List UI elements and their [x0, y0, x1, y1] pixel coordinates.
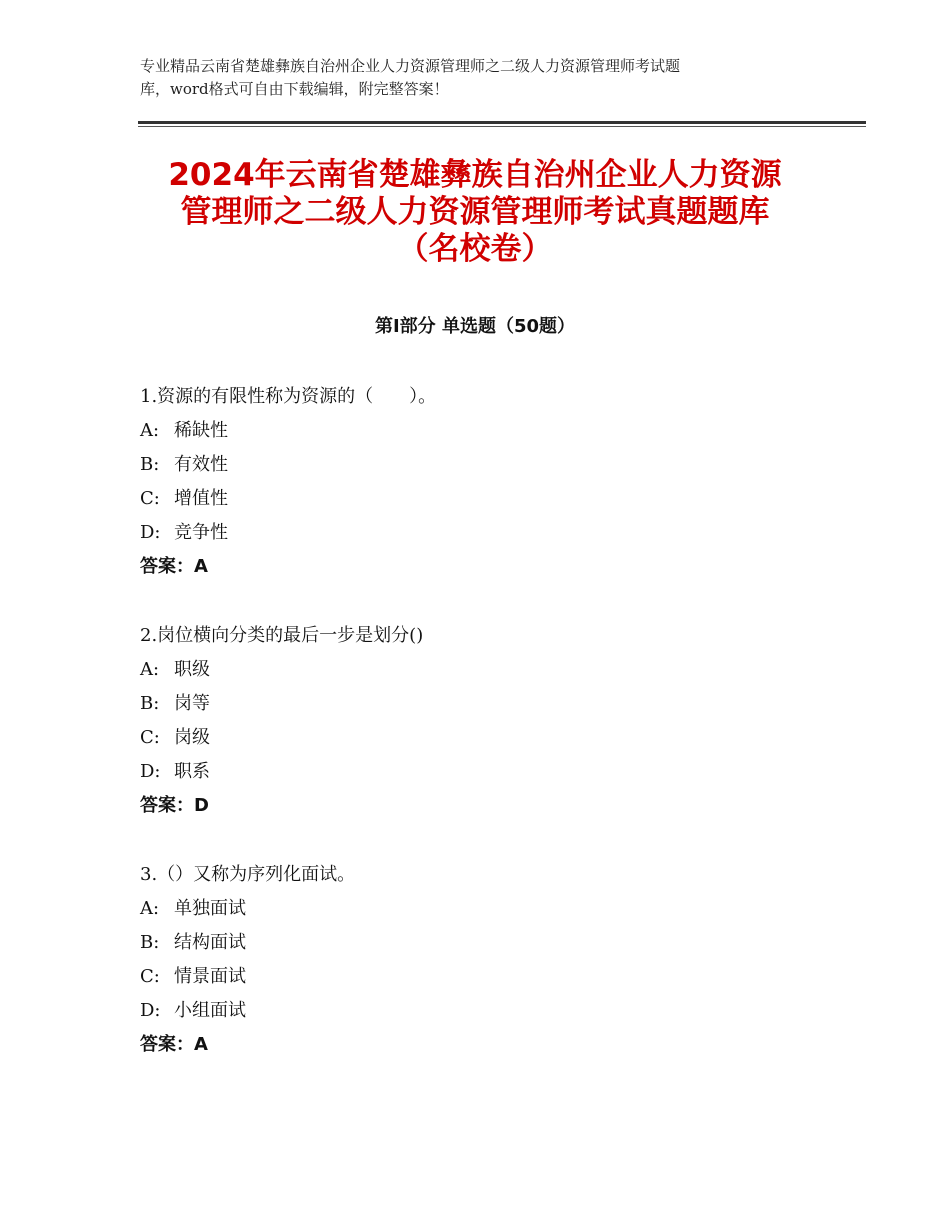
title-line-2: 管理师之二级人力资源管理师考试真题题库: [180, 194, 770, 230]
option-c: [140, 960, 840, 994]
option-d: [140, 516, 840, 550]
header-divider-thin: [138, 126, 866, 127]
option-c: [140, 482, 840, 516]
header-note: [140, 55, 820, 101]
answer-line: 答案：A: [140, 556, 208, 577]
option-a: [140, 892, 840, 926]
option-b: [140, 687, 840, 721]
option-text: 职系: [174, 761, 210, 782]
question-2: [140, 619, 840, 823]
header-note-line-1: 专业精品云南省楚雄彝族自治州企业人力资源管理师之二级人力资源管理师考试题: [140, 57, 681, 75]
section-heading: 第Ⅰ部分 单选题（50题）: [374, 316, 575, 337]
option-b: [140, 448, 840, 482]
header-note-line-2: 库，word格式可自由下载编辑，附完整答案！: [140, 80, 449, 98]
document-title: [120, 157, 830, 268]
answer-line: 答案：D: [140, 795, 209, 816]
option-text: 小组面试: [174, 1000, 246, 1021]
option-d: [140, 994, 840, 1028]
option-key: C:: [140, 488, 160, 509]
answer-line: 答案：A: [140, 1034, 208, 1055]
question-stem: 1.资源的有限性称为资源的（ ）。: [140, 386, 437, 407]
title-line-3: （名校卷）: [397, 231, 553, 267]
option-b: [140, 926, 840, 960]
option-a: [140, 414, 840, 448]
option-a: [140, 653, 840, 687]
option-text: 职级: [174, 659, 210, 680]
option-text: 岗等: [174, 693, 210, 714]
option-key: B:: [140, 932, 160, 953]
question-stem: 2.岗位横向分类的最后一步是划分(): [140, 625, 424, 646]
option-d: [140, 755, 840, 789]
option-text: 有效性: [174, 454, 228, 475]
option-key: A:: [140, 659, 160, 680]
option-text: 岗级: [174, 727, 210, 748]
option-key: C:: [140, 727, 160, 748]
option-key: D:: [140, 522, 161, 543]
option-key: A:: [140, 898, 160, 919]
option-key: B:: [140, 454, 160, 475]
option-key: D:: [140, 1000, 161, 1021]
question-stem: 3.（）又称为序列化面试。: [140, 864, 356, 885]
option-key: A:: [140, 420, 160, 441]
option-text: 结构面试: [174, 932, 246, 953]
option-text: 情景面试: [174, 966, 246, 987]
option-text: 稀缺性: [174, 420, 228, 441]
option-text: 竞争性: [174, 522, 228, 543]
option-key: C:: [140, 966, 160, 987]
question-1: [140, 380, 840, 584]
header-divider-thick: [138, 121, 866, 124]
question-3: [140, 858, 840, 1062]
option-c: [140, 721, 840, 755]
option-key: D:: [140, 761, 161, 782]
option-key: B:: [140, 693, 160, 714]
option-text: 单独面试: [174, 898, 246, 919]
title-line-1: 2024年云南省楚雄彝族自治州企业人力资源: [168, 157, 782, 193]
option-text: 增值性: [174, 488, 228, 509]
